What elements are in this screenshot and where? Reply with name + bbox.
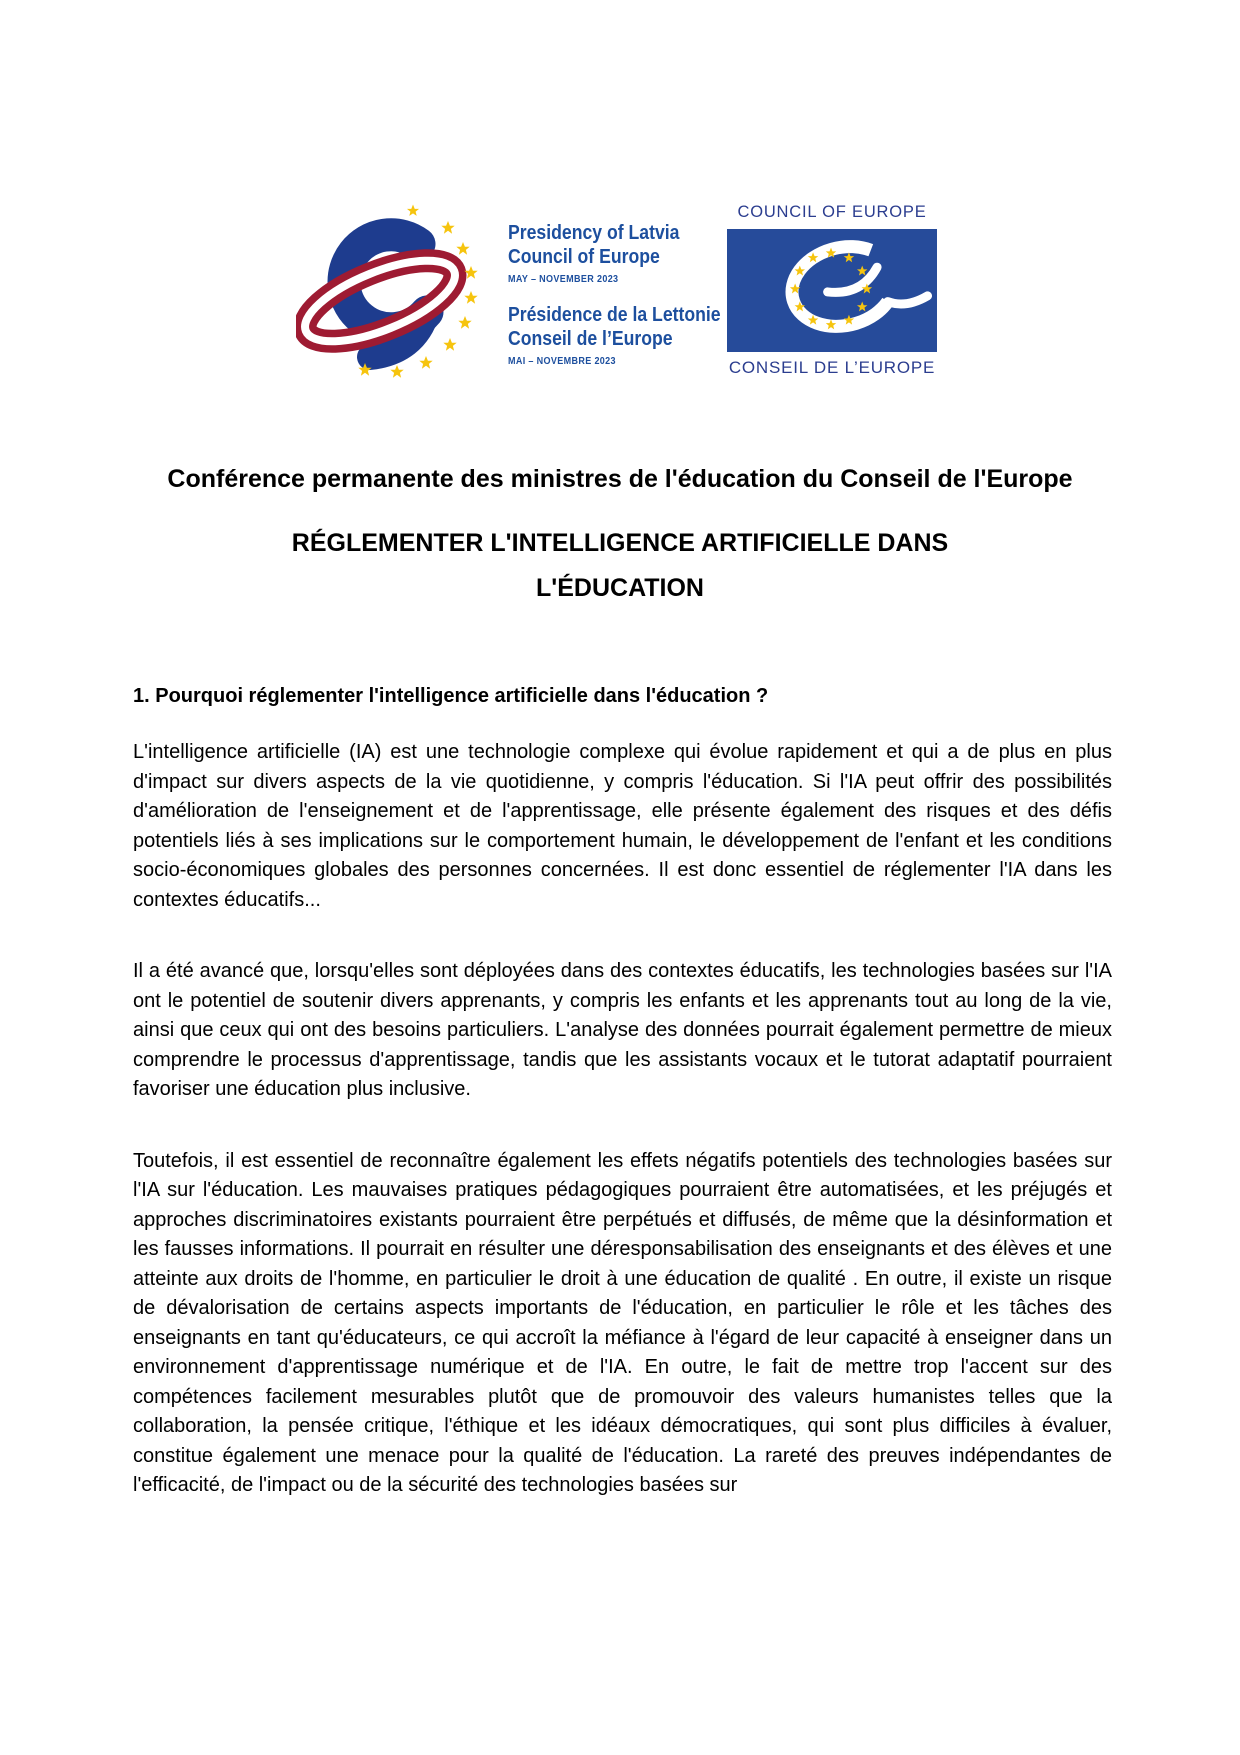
- latvia-label-en-line2: Council of Europe: [508, 245, 660, 268]
- latvia-presidency-logo: [296, 200, 486, 386]
- latvia-label-fr-line2: Conseil de l’Europe: [508, 327, 673, 350]
- council-of-europe-logo: [727, 203, 937, 378]
- document-body: [0, 682, 1240, 1501]
- page-subtitle: RÉGLEMENTER L'INTELLIGENCE ARTIFICIELLE DANS L'ÉDUCATION: [291, 529, 949, 602]
- latvia-dates-en: MAY – NOVEMBER 2023: [508, 273, 619, 285]
- coe-label-fr: CONSEIL DE L’EUROPE: [728, 358, 936, 377]
- paragraph-2: Il a été avancé que, lorsqu'elles sont déployées dans des contextes éducatifs, les technologies basées sur l'IA ont le potentiel de soutenir divers apprenants, y compris les enfants et les apprenants tout au long de la vie, ainsi que ceux qui ont des besoins particuliers. L'analyse des données pourrait également permettre de mieux comprendre le processus d'apprentissage, tandis que les assistants vocaux et le tutorat adaptatif pourraient favoriser une éducation plus inclusive.: [133, 960, 1112, 1100]
- header-logos: [0, 0, 1240, 400]
- latvia-label-fr-line1: Présidence de la Lettonie: [508, 303, 721, 326]
- latvia-presidency-wordmark: [508, 221, 721, 367]
- coe-label-en: COUNCIL OF EUROPE: [737, 203, 927, 221]
- page-title: Conférence permanente des ministres de l'éducation du Conseil de l'Europe: [167, 465, 1073, 493]
- paragraph-1: L'intelligence artificielle (IA) est une technologie complexe qui évolue rapidement et qui a de plus en plus d'impact sur divers aspects de la vie quotidienne, y compris l'éducation. Si l'IA peut offrir des possibilités d'amélioration de l'enseignement et de l'apprentissage, elle présente également des risques et des défis potentiels liés à ses implications sur le comportement humain, le développement de l'enfant et les conditions socio-économiques globales des personnes concernées. Il est donc essentiel de réglementer l'IA dans les contextes éducatifs...: [133, 741, 1112, 911]
- latvia-label-en-line1: Presidency of Latvia: [508, 221, 680, 244]
- paragraph-3: Toutefois, il est essentiel de reconnaître également les effets négatifs potentiels des technologies basées sur l'IA sur l'éducation. Les mauvaises pratiques pédagogiques pourraient être automatisées, et les préjugés et approches discriminatoires existants pourraient être perpétués et diffusés, de même que la désinformation et les fausses informations. Il pourrait en résulter une déresponsabilisation des enseignants et des élèves et une atteinte aux droits de l'homme, en particulier le droit à une éducation de qualité . En outre, il existe un risque de dévalorisation de certains aspects importants de l'éducation, en particulier le rôle et les tâches des enseignants en tant qu'éducateurs, ce qui accroît la méfiance à l'égard de leur capacité à enseigner dans un environnement d'apprentissage numérique et de l'IA. En outre, le fait de mettre trop l'accent sur des compétences facilement mesurables plutôt que de promouvoir des valeurs humanistes telles que la collaboration, la pensée critique, l'éthique et les idéaux démocratiques, qui sont plus difficiles à évaluer, constitue également une menace pour la qualité de l'éducation. La rareté des preuves indépendantes de l'efficacité, de l'impact ou de la sécurité des technologies basées sur: [133, 1149, 1112, 1496]
- latvia-dates-fr: MAI – NOVEMBRE 2023: [508, 355, 616, 367]
- section-heading: 1. Pourquoi réglementer l'intelligence artificielle dans l'éducation ?: [133, 685, 769, 707]
- coe-flag-emblem: [727, 229, 937, 352]
